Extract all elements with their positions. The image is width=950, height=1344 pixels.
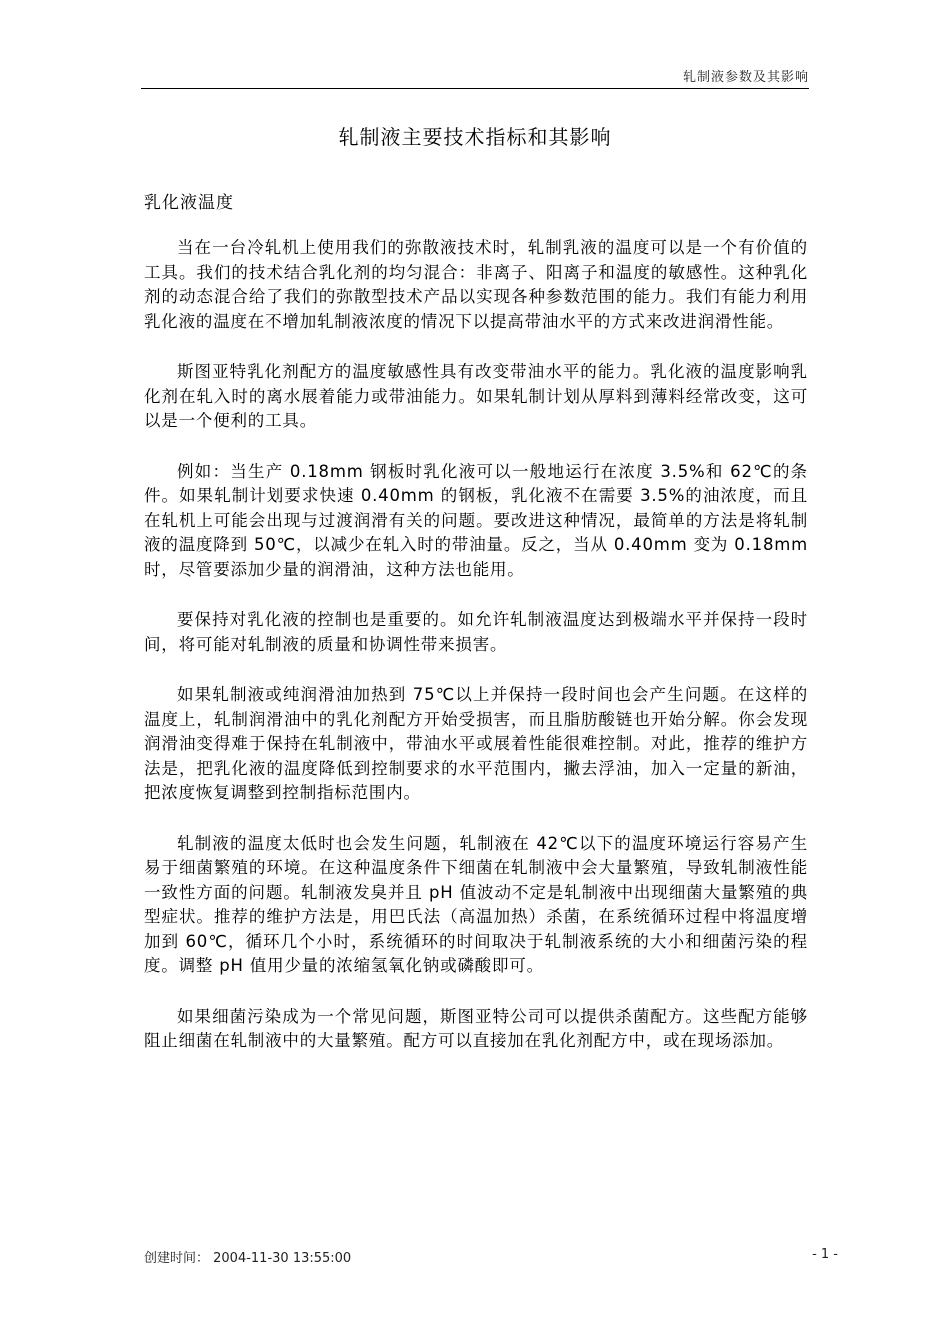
header-rule xyxy=(141,88,809,89)
footer-created-time: 创建时间： 2004-11-30 13:55:00 xyxy=(144,1251,352,1266)
footer-page-number: - 1 - xyxy=(812,1247,838,1262)
running-header-title: 轧制液参数及其影响 xyxy=(682,70,809,85)
paragraph-5: 如果轧制液或纯润滑油加热到 75℃以上并保持一段时间也会产生问题。在这样的温度上，轧制润滑油中的乳化剂配方开始受损害，而且脂肪酸链也开始分解。你会发现润滑油变得难于保持在轧制液中，带油水平或展着性能很难控制。对此，推荐的维护方法是，把乳化液的温度降低到控制要求的水平范围内，撇去浮油，加入一定量的新油，把浓度恢复调整到控制指标范围内。 xyxy=(144,685,808,802)
body-text xyxy=(144,236,808,1080)
paragraph-6: 轧制液的温度太低时也会发生问题，轧制液在 42℃以下的温度环境运行容易产生易于细菌繁殖的环境。在这种温度条件下细菌在轧制液中会大量繁殖，导致轧制液性能一致性方面的问题。轧制液发臭并且 pH 值波动不定是轧制液中出现细菌大量繁殖的典型症状。推荐的维护方法是，用巴氏法（高温加热）杀菌，在系统循环过程中将温度增加到 60℃，循环几个小时，系统循环的时间取决于轧制液系统的大小和细菌污染的程度。调整 pH 值用少量的浓缩氢氧化钠或磷酸即可。 xyxy=(144,833,808,975)
paragraph-2: 斯图亚特乳化剂配方的温度敏感性具有改变带油水平的能力。乳化液的温度影响乳化剂在轧入时的离水展着能力或带油能力。如果轧制计划从厚料到薄料经常改变，这可以是一个便利的工具。 xyxy=(144,362,808,430)
document-title: 轧制液主要技术指标和其影响 xyxy=(338,125,612,149)
paragraph-1: 当在一台冷轧机上使用我们的弥散液技术时，轧制乳液的温度可以是一个有价值的工具。我们的技术结合乳化剂的均匀混合：非离子、阳离子和温度的敏感性。这种乳化剂的动态混合给了我们的弥散型技术产品以实现各种参数范围的能力。我们有能力利用乳化液的温度在不增加轧制液浓度的情况下以提高带油水平的方式来改进润滑性能。 xyxy=(144,238,808,331)
paragraph-3: 例如：当生产 0.18mm 钢板时乳化液可以一般地运行在浓度 3.5%和 62℃的条件。如果轧制计划要求快速 0.40mm 的钢板，乳化液不在需要 3.5%的油浓度，而且在轧机上可能会出现与过渡润滑有关的问题。要改进这种情况，最简单的方法是将轧制液的温度降到 50℃，以减少在轧入时的带油量。反之，当从 0.40mm 变为 0.18mm 时，尽管要添加少量的润滑油，这种方法也能用。 xyxy=(144,461,808,579)
section-heading: 乳化液温度 xyxy=(144,193,234,213)
paragraph-7: 如果细菌污染成为一个常见问题，斯图亚特公司可以提供杀菌配方。这些配方能够阻止细菌在轧制液中的大量繁殖。配方可以直接加在乳化剂配方中，或在现场添加。 xyxy=(144,1006,808,1050)
paragraph-4: 要保持对乳化液的控制也是重要的。如允许轧制液温度达到极端水平并保持一段时间，将可能对轧制液的质量和协调性带来损害。 xyxy=(144,610,808,654)
